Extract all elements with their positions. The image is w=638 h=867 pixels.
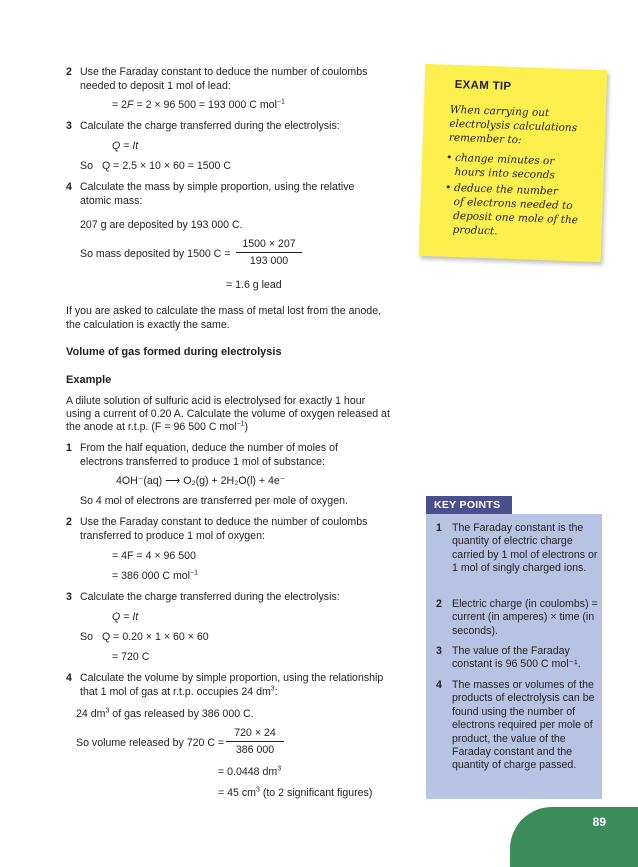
exam-tip-title: EXAM TIP [454,78,512,93]
exam-tip-note [419,64,608,262]
step-text: transferred to produce 1 mol of oxygen: [80,530,265,542]
equation: = 386 000 C mol$^{-1}$ [112,569,199,582]
fraction [226,727,284,756]
result: = 1.6 g lead [226,279,282,291]
tip-line: electrolysis calculations [449,117,578,135]
bullet-icon: • [444,181,452,194]
equation: = 2F = 2 × 96 500 = 193 000 C mol$^{-1}$ [112,98,285,111]
tip-line: remember to: [448,131,522,147]
step-number: 3 [66,120,72,132]
so-label: So [80,631,93,643]
step-text: electrons transferred to produce 1 mol of substance: [80,456,325,468]
half-equation: 4OH⁻(aq) ⟶ O₂(g) + 2H₂O(l) + 4e⁻ [116,475,286,487]
equation: Q = 2.5 × 10 × 60 = 1500 C [102,160,231,172]
step-text: atomic mass: [80,195,143,207]
page-number-tab [510,807,638,867]
result: = 720 C [112,651,150,663]
equation: Q = 0.20 × 1 × 60 × 60 [102,631,209,643]
step-text: Calculate the charge transferred during the electrolysis: [80,591,340,603]
step-text: From the half equation, deduce the number of moles of [80,442,338,454]
statement: So 4 mol of electrons are transferred per mole of oxygen. [80,495,348,507]
step-number: 2 [66,66,72,78]
paragraph-line: using a current of 0.20 A. Calculate the volume of oxygen released at [66,408,390,420]
step-text: that 1 mol of gas at r.t.p. occupies 24 $dm^3$: [80,685,278,698]
step-text: Calculate the volume by simple proportion, using the relationship [80,672,384,684]
so-label: So [80,160,93,172]
step-number: 3 [66,591,72,603]
key-point-number: 4 [436,679,442,691]
fraction-denominator: 386 000 [235,744,275,756]
result: = 0.0448 $dm^3$ [218,765,282,778]
tip-line: When carrying out [449,103,550,120]
paragraph-line: the calculation is exactly the same. [66,319,230,331]
equation: Q = It [112,140,139,152]
step-number: 4 [66,181,72,193]
key-point-text: The Faraday constant is the quantity of electric charge carried by 1 mol of electrons or 1 mol of singly charged ions. [452,522,598,575]
statement: 24 $dm^3$ of gas released by 386 000 C. [76,707,254,720]
paragraph-line: If you are asked to calculate the mass of metal lost from the anode, [66,305,382,317]
tip-bullet-line: deposit one mole of the [452,209,579,227]
tip-bullet-line: product. [452,223,498,238]
equation: = 4F = 4 × 96 500 [112,550,196,562]
step-text: Use the Faraday constant to deduce the number of coulombs [80,66,368,78]
fraction-denominator: 193 000 [249,255,289,267]
tip-bullet-line: change minutes or [454,151,555,168]
example-label: Example [66,374,112,386]
statement: 207 g are deposited by 193 000 C. [80,219,243,231]
step-text: Calculate the charge transferred during the electrolysis: [80,120,340,132]
fraction-numerator: 1500 × 207 [236,238,302,253]
key-points-box [426,514,602,799]
tip-bullet-line: deduce the number [453,181,559,198]
section-heading: Volume of gas formed during electrolysis [66,346,282,358]
key-point-text: Electric charge (in coulombs) = current (in amperes) × time (in seconds). [452,598,598,637]
key-points-header: KEY POINTS [426,496,512,514]
step-text: Calculate the mass by simple proportion, using the relative [80,181,355,193]
paragraph-line: A dilute solution of sulfuric acid is electrolysed for exactly 1 hour [66,395,366,407]
key-point-number: 2 [436,598,442,610]
fraction-numerator: 720 × 24 [226,727,284,742]
statement: So mass deposited by 1500 C = [80,248,231,260]
statement: So volume released by 720 C = [76,737,225,749]
step-number: 1 [66,442,72,454]
step-number: 2 [66,516,72,528]
key-point-number: 3 [436,645,442,657]
step-text: Use the Faraday constant to deduce the number of coulombs [80,516,368,528]
key-point-text: The masses or volumes of the products of electrolysis can be found using the number of electrons required per mole of product, the value of the Faraday constant and the quantity of charge passed. [452,679,595,772]
tip-bullet-line: of electrons needed to [453,195,573,213]
result: = 45 $cm^3$ (to 2 significant figures) [218,786,373,799]
paragraph-line: the anode at r.t.p. (F = 96 500 C mol$^{-1}$) [66,420,248,433]
tip-bullet-line: hours into seconds [454,165,556,182]
page-number: 89 [592,815,606,829]
step-text: needed to deposit 1 mol of lead: [80,80,231,92]
bullet-icon: • [445,151,453,164]
key-point-number: 1 [436,522,442,534]
equation: Q = It [112,611,139,623]
step-number: 4 [66,672,72,684]
key-point-text: The value of the Faraday constant is 96 500 C mol⁻¹. [452,645,581,671]
fraction [236,238,302,267]
